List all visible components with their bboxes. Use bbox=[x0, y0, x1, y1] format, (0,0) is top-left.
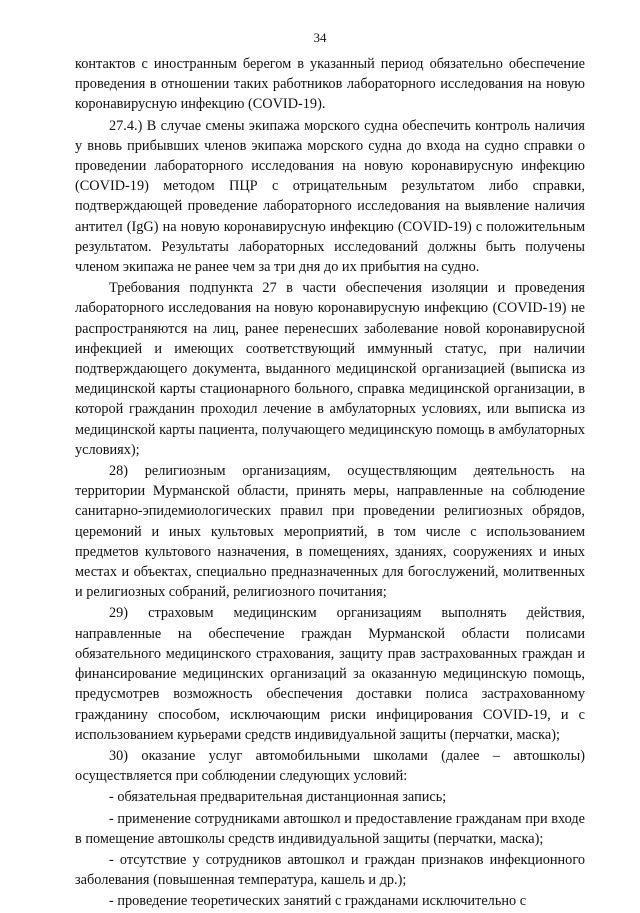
document-body bbox=[75, 54, 585, 913]
paragraph-continuation: контактов с иностранным берегом в указанный период обязательно обеспечение проведения в отношении таких работников лабораторного исследования на новую коронавирусную инфекцию (COVID-19). bbox=[75, 56, 585, 113]
paragraph-29: 29) страховым медицинским организациям выполнять действия, направленные на обеспечение граждан Мурманской области полисами обязательного медицинского страхования, защиту прав застрахованных граждан и финансирование медицинских организаций за оказанную медицинскую помощь, предусмотрев возможность обеспечения доставки полиса застрахованному гражданину способом, исключающим риски инфицирования COVID-19, и с использованием курьерами средств индивидуальной защиты (перчатки, маска); bbox=[75, 605, 585, 743]
list-item-no-symptoms: - отсутствие у сотрудников автошкол и граждан признаков инфекционного заболевания (повышенная температура, кашель и др.); bbox=[75, 851, 585, 889]
paragraph-27-4: 27.4.) В случае смены экипажа морского судна обеспечить контроль наличия у вновь прибывших членов экипажа морского судна до входа на судно справки о проведении лабораторного исследования на новую коронавирусную инфекцию (COVID-19) методом ПЦР с отрицательным результатом либо справки, подтверждающей проведение лабораторного исследования на выявление наличия антител (IgG) на новую коронавирусную инфекцию (COVID-19) с положительным результатом. Результаты лабораторных исследований должны быть получены членом экипажа не ранее чем за три дня до их прибытия на судно. bbox=[75, 117, 585, 276]
page-number: 34 bbox=[313, 30, 327, 45]
list-item-theory-classes: - проведение теоретических занятий с гражданами исключительно с bbox=[109, 893, 527, 910]
list-item-ppe: - применение сотрудниками автошкол и предоставление гражданам при входе в помещение автошколы средств индивидуальной защиты (перчатки, маска); bbox=[75, 810, 585, 847]
paragraph-30: 30) оказание услуг автомобильными школами (далее – автошколы) осуществляется при соблюдении следующих условий: bbox=[75, 747, 585, 785]
list-item-registration: - обязательная предварительная дистанционная запись; bbox=[109, 789, 447, 806]
paragraph-requirements-27: Требования подпункта 27 в части обеспечения изоляции и проведения лабораторного исследования на новую коронавирусную инфекцию (COVID-19) не распространяются на лиц, ранее перенесших заболевание новой коронавирусной инфекцией и имеющих соответствующий иммунный статус, при наличии подтверждающего документа, выданного медицинской организацией (выписка из медицинской карты стационарного больного, справка медицинской организации, в которой гражданин проходил лечение в амбулаторных условиях, или выписка из медицинской карты пациента, получающего медицинскую помощь в амбулаторных условиях); bbox=[75, 280, 585, 458]
paragraph-28: 28) религиозным организациям, осуществляющим деятельность на территории Мурманской области, принять меры, направленные на соблюдение санитарно-эпидемиологических правил при проведении религиозных обрядов, церемоний и иных культовых мероприятий, в том числе с использованием предметов культового назначения, в помещениях, зданиях, сооружениях и иных местах и объектах, специально предназначенных для богослужений, молитвенных и религиозных собраний, религиозного почитания; bbox=[75, 463, 585, 601]
